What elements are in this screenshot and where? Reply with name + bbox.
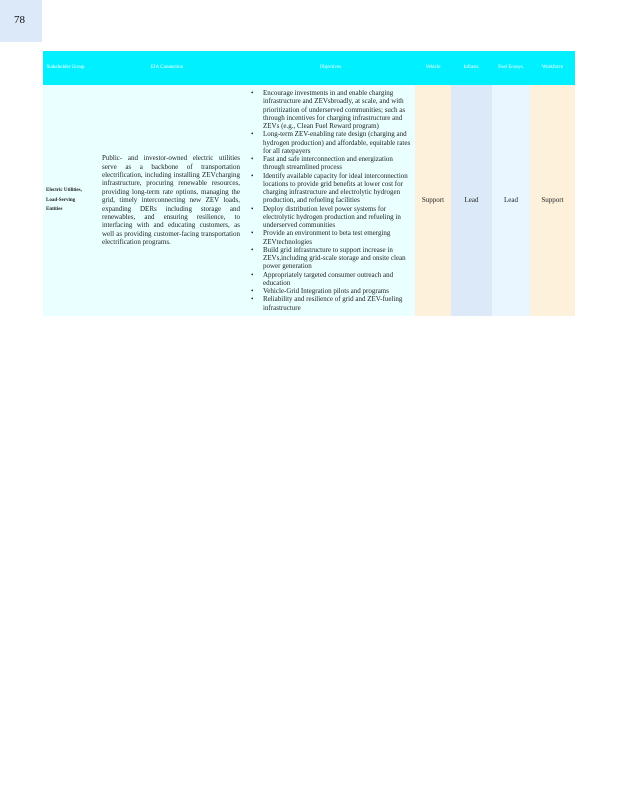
- header-infrastructure: Infrastr.: [451, 51, 492, 85]
- list-item: • Vehicle-Grid Integration pilots and programs: [251, 287, 411, 295]
- vehicle-role-cell: Support: [415, 85, 451, 316]
- page-number-tab: [0, 0, 42, 42]
- objectives-cell: [246, 85, 415, 316]
- list-item: • Reliability and resilience of grid and ZEV-fueling infrastructure: [251, 295, 411, 312]
- header-fuel-ecosystem: Fuel Ecosys.: [492, 51, 530, 85]
- list-item: • Provide an environment to beta test emerging ZEVtechnologies: [251, 229, 411, 246]
- workforce-role-cell: Support: [530, 85, 575, 316]
- list-item: • Long-term ZEV-enabling rate design (charging and hydrogen production) and affordable, equitable rates for all ratepayers: [251, 130, 411, 155]
- stakeholder-table: [43, 51, 575, 316]
- objectives-list: [251, 89, 411, 312]
- header-stakeholder-group: Stakeholder Group: [43, 51, 88, 85]
- list-item: • Identify available capacity for ideal interconnection locations to provide grid benefits at lower cost for charging infrastructure and electrolytic hydrogen production, and refueling facilities: [251, 172, 411, 205]
- header-workforce: Workforce: [530, 51, 575, 85]
- fuel-role-cell: Lead: [492, 85, 530, 316]
- header-eia-connection: EIA Connection: [88, 51, 246, 85]
- header-objectives: Objectives: [246, 51, 415, 85]
- stakeholder-group-cell: Electric Utilities, Load-Serving Entities: [43, 85, 88, 316]
- list-item: • Encourage investments in and enable charging infrastructure and ZEVsbroadly, at scale, and with prioritization of underserved communities; such as through incentives for charging infrastructure and ZEVs (e.g., Clean Fuel Reward program): [251, 89, 411, 130]
- list-item: • Appropriately targeted consumer outreach and education: [251, 271, 411, 288]
- table-header-row: [43, 51, 575, 85]
- table-row: [43, 85, 575, 316]
- list-item: • Build grid infrastructure to support increase in ZEVs,including grid-scale storage and onsite clean power generation: [251, 246, 411, 271]
- list-item: • Fast and safe interconnection and energization through streamlined process: [251, 155, 411, 172]
- eia-connection-cell: Public- and investor-owned electric utilities serve as a backbone of transportation electrification, including installing ZEVcharging infrastructure, procuring renewable resources, providing long-term rate options, managing the grid, timely interconnecting new ZEV loads, expanding DERs including storage and renewables, and ensuring resilience, to interfacing with and educating customers, as well as providing customer-facing transportation electrification programs.: [88, 85, 246, 316]
- list-item: • Deploy distribution level power systems for electrolytic hydrogen production and refueling in underserved communities: [251, 205, 411, 230]
- infrastructure-role-cell: Lead: [451, 85, 492, 316]
- header-vehicle: Vehicle: [415, 51, 451, 85]
- page-number: 78: [14, 14, 25, 26]
